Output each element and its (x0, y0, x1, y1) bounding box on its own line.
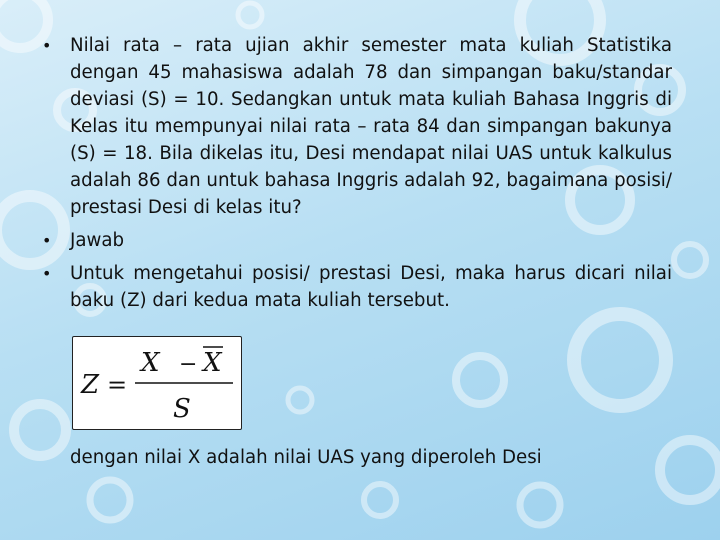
z-score-formula (72, 336, 242, 430)
formula-lhs: Z (81, 370, 100, 400)
formula-explanation: dengan nilai X adalah nilai UAS yang diperoleh Desi (70, 447, 542, 468)
bullet-problem-statement (40, 32, 672, 221)
slide-content (40, 32, 672, 320)
bullet-icon: • (42, 36, 52, 55)
bullet-text: Jawab (70, 230, 125, 251)
bullet-answer-heading (40, 227, 672, 254)
formula-numerator-xbar: X (203, 348, 222, 378)
bullet-icon: • (42, 264, 52, 283)
bullet-icon: • (42, 231, 52, 250)
bullet-text: Untuk mengetahui posisi/ prestasi Desi, maka harus dicari nilai baku (Z) dari kedua mata kuliah tersebut. (70, 263, 672, 311)
bullet-text: Nilai rata – rata ujian akhir semester mata kuliah Statistika dengan 45 mahasiswa adalah 78 dan simpangan baku/standar deviasi (S) = 10. Sedangkan untuk mata kuliah Bahasa Inggris di Kelas itu mempunyai nilai rata – rata 84 dan simpangan bakunya (S) = 18. Bila dikelas itu, Desi mendapat nilai UAS untuk kalkulus adalah 86 dan untuk bahasa Inggris adalah 92, bagaimana posisi/ prestasi Desi di kelas itu? (70, 35, 672, 218)
formula-numerator-x: X (141, 348, 160, 378)
bullet-method (40, 260, 672, 314)
formula-minus: − (179, 352, 198, 377)
formula-denominator: S (173, 394, 191, 424)
formula-equals: = (107, 371, 128, 399)
